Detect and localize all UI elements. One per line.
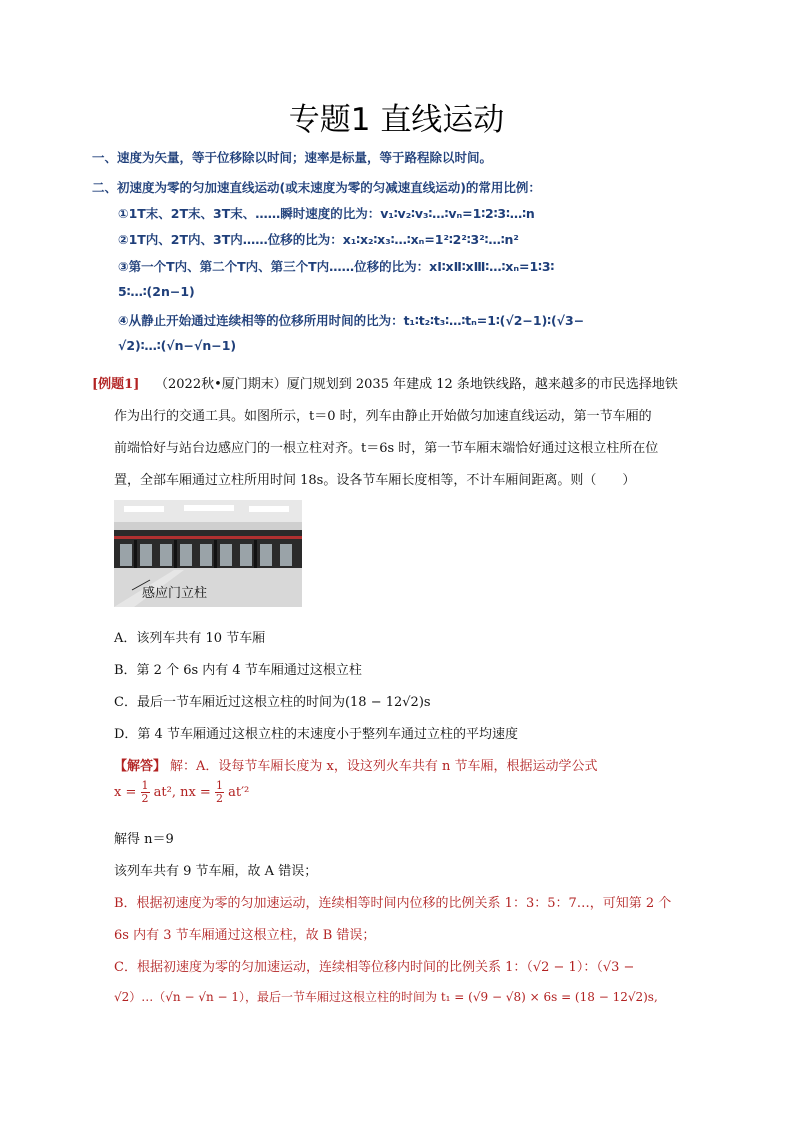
ratio-line-3: ③第一个T内、第二个T内、第三个T内……位移的比为：xⅠ∶xⅡ∶xⅢ∶…∶xₙ=1∶3∶ (118, 259, 555, 274)
metro-platform-photo (114, 500, 302, 607)
section-2: 二、初速度为零的匀加速直线运动(或末速度为零的匀减速直线运动)的常用比例： (92, 180, 541, 195)
answer-tag: 【解答】 (114, 759, 167, 774)
answer-c-1: C．根据初速度为零的匀加速运动，连续相等位移内时间的比例关系 1：（√2 − 1）：（√3 − (114, 960, 635, 975)
answer-b-2: 6s 内有 3 节车厢通过这根立柱，故 B 错误； (114, 928, 376, 943)
example-line-3: 前端恰好与站台边感应门的一根立柱对齐。t＝6s 时，第一节车厢末端恰好通过这根立柱所在位 (114, 441, 659, 456)
answer-b-1: B．根据初速度为零的匀加速运动，连续相等时间内位移的比例关系 1：3：5：7…，可知第 2 个 (114, 896, 672, 911)
answer-a: 该列车共有 9 节车厢，故 A 错误； (114, 864, 318, 879)
ratio-line-1: ①1T末、2T末、3T末、……瞬时速度的比为：v₁∶v₂∶v₃∶…∶vₙ=1∶2∶3∶…∶n (118, 206, 535, 221)
example-line-2: 作为出行的交通工具。如图所示，t＝0 时，列车由静止开始做匀加速直线运动，第一节车厢的 (114, 409, 652, 424)
answer-intro: 解：A．设每节车厢长度为 x，设这列火车共有 n 节车厢，根据运动学公式 (170, 759, 598, 774)
section-1: 一、速度为矢量，等于位移除以时间；速率是标量，等于路程除以时间。 (92, 150, 493, 165)
formula-half-1: $\frac{1}{2}$ (141, 779, 149, 805)
option-a: A．该列车共有 10 节车厢 (114, 631, 266, 646)
example-line-1: （2022秋•厦门期末）厦门规划到 2035 年建成 12 条地铁线路，越来越多的市民选择地铁 (155, 377, 678, 392)
answer-formula (114, 780, 249, 805)
example-line-4: 置，全部车厢通过立柱所用时间 18s。设各节车厢长度相等，不计车厢间距离。则（ ） (114, 473, 636, 488)
answer-c-2: √2）…（√n − √n − 1），最后一节车厢过这根立柱的时间为 t₁ = (√9 − √8) × 6s = (18 − 12√2)s, (114, 990, 658, 1004)
ratio-line-4: ④从静止开始通过连续相等的位移所用时间的比为：t₁∶t₂∶t₃∶…∶tₙ=1∶(√2−1)∶(√3− (118, 313, 585, 328)
formula-right: at′² (228, 785, 250, 800)
option-b: B．第 2 个 6s 内有 4 节车厢通过这根立柱 (114, 663, 362, 678)
answer-solve-n: 解得 n＝9 (114, 832, 174, 847)
ratio-line-4-cont: √2)∶…∶(√n−√n−1) (118, 338, 237, 353)
ratio-line-3-cont: 5∶…∶(2n−1) (118, 284, 195, 299)
photo-caption: 感应门立柱 (142, 586, 208, 601)
example-tag: [例题1] (92, 377, 140, 392)
formula-mid: at², nx = (153, 785, 215, 800)
formula-half-2: $\frac{1}{2}$ (215, 779, 223, 805)
option-c: C．最后一节车厢近过这根立柱的时间为(18 − 12√2)s (114, 695, 431, 710)
option-d: D．第 4 节车厢通过这根立柱的末速度小于整列车通过立柱的平均速度 (114, 727, 518, 742)
formula-left: x = (114, 785, 141, 800)
ratio-line-2: ②1T内、2T内、3T内……位移的比为：x₁∶x₂∶x₃∶…∶xₙ=1²∶2²∶3²∶…∶n² (118, 232, 519, 247)
page-title: 专题1 直线运动 (288, 102, 505, 138)
